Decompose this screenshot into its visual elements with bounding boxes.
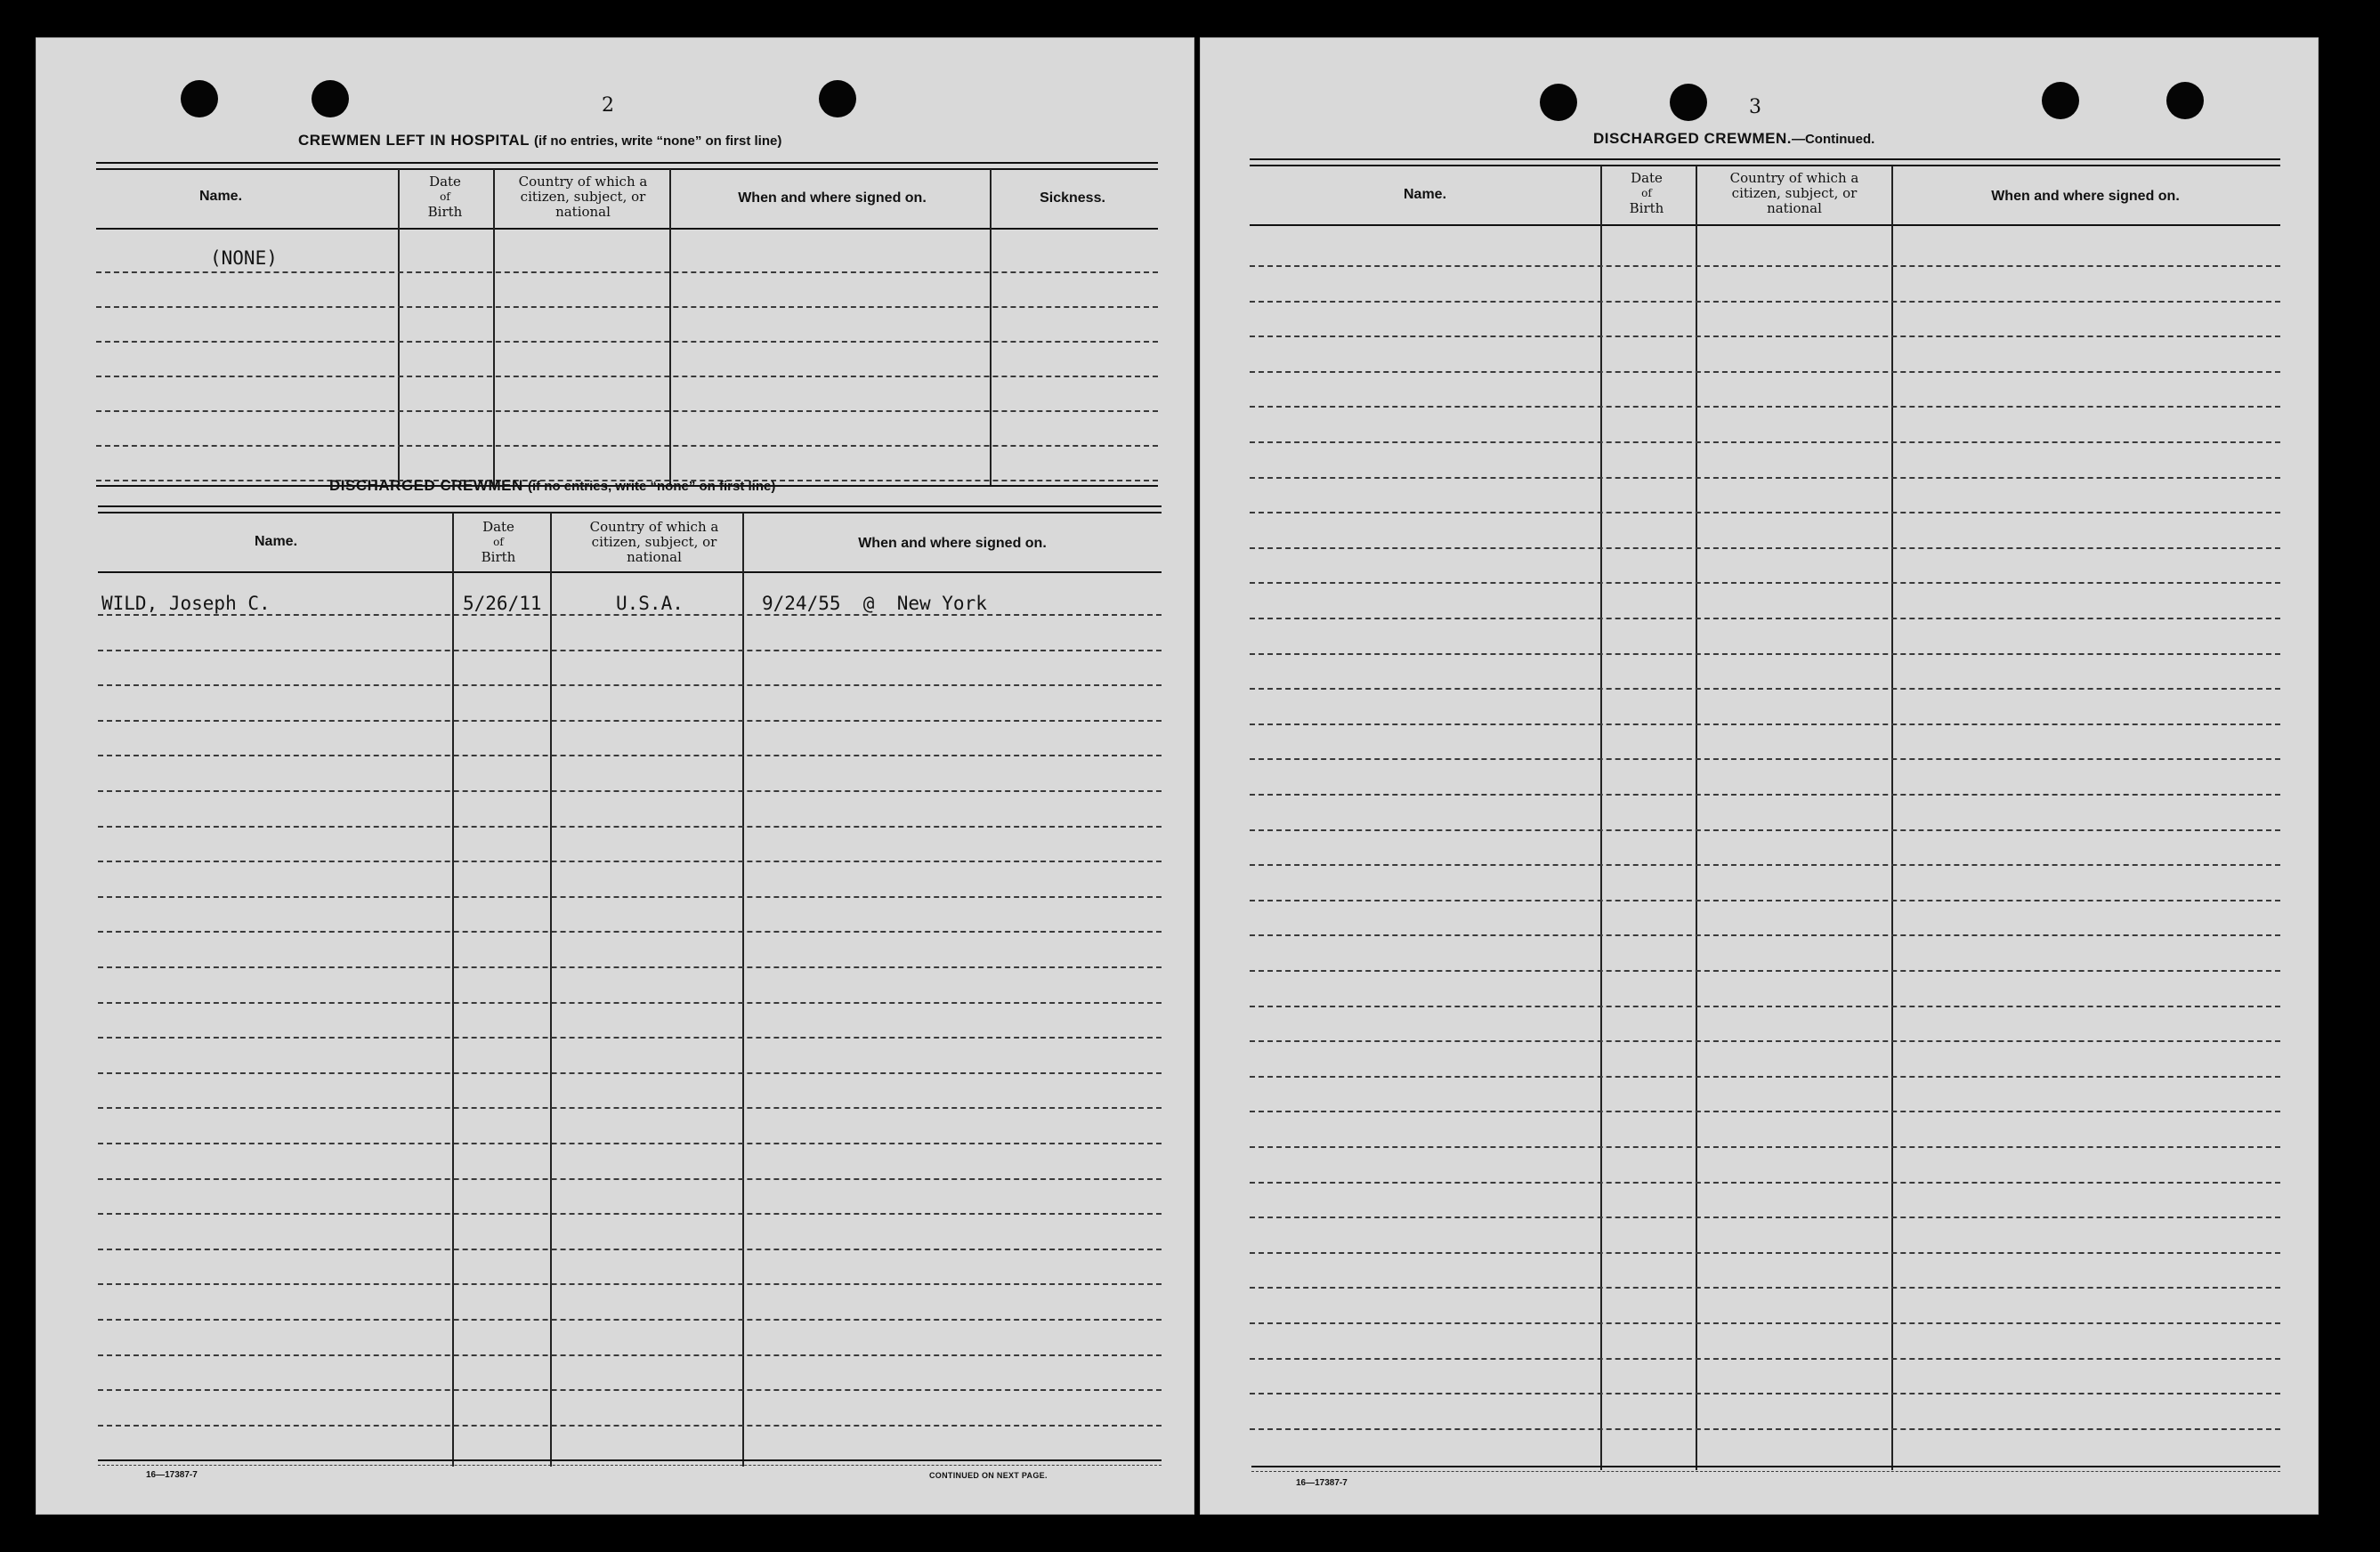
discharged-top-rule: [98, 505, 1162, 513]
ledger-row-line: [1250, 512, 2280, 513]
punch-hole-icon: [181, 80, 218, 117]
ledger-row-line: [1250, 758, 2280, 760]
discharged-entry-name: WILD, Joseph C.: [101, 593, 271, 614]
discharged-col-country: [556, 520, 752, 565]
ledger-row-line: [98, 931, 1162, 933]
ledger-row-line: [98, 1143, 1162, 1144]
right-col-country: [1696, 171, 1892, 216]
dob-line-1: Date: [429, 174, 461, 190]
dob-line-3: Birth: [427, 204, 463, 220]
country-line-3: national: [1767, 200, 1822, 216]
hospital-col-dob: [401, 174, 490, 220]
ledger-row-line: [1250, 406, 2280, 408]
hospital-row-line: [96, 445, 1158, 447]
dob-line-1: Date: [1631, 170, 1663, 186]
dob-line-1: Date: [482, 519, 514, 535]
discharged-col-name: Name.: [254, 534, 298, 549]
country-line-2: citizen, subject, or: [591, 534, 717, 550]
discharged-col-dob: [454, 520, 543, 565]
ledger-row-line: [98, 1354, 1162, 1356]
right-top-rule: [1250, 158, 2280, 166]
punch-hole-icon: [1670, 84, 1707, 121]
ledger-row-line: [1250, 1182, 2280, 1184]
hospital-row-line: [96, 376, 1158, 377]
ledger-row-line: [1250, 1217, 2280, 1218]
discharged-title-note: (if no entries, write “none” on first line): [527, 479, 776, 494]
dob-line-3: Birth: [1629, 200, 1664, 216]
hospital-divider: [493, 169, 495, 486]
ledger-row-line: [1250, 441, 2280, 443]
ledger-row-line: [1250, 723, 2280, 725]
ledger-row-line: [1250, 1040, 2280, 1042]
right-header-rule: [1250, 224, 2280, 226]
ledger-row-line: [1250, 1393, 2280, 1394]
continued-title-suffix: —Continued.: [1791, 132, 1875, 147]
hospital-title-text: CREWMEN LEFT IN HOSPITAL: [298, 132, 530, 149]
discharged-entry-signed: 9/24/55 @ New York: [762, 593, 987, 614]
page-number: 3: [1749, 96, 1761, 118]
ledger-row-line: [1250, 794, 2280, 796]
ledger-row-line: [1250, 477, 2280, 479]
ledger-row-line: [1250, 688, 2280, 690]
discharged-divider: [550, 513, 552, 1467]
punch-hole-icon: [2166, 82, 2204, 119]
hospital-divider: [398, 169, 400, 486]
ledger-row-line: [98, 1319, 1162, 1321]
discharged-continued-title: [1593, 130, 1874, 148]
ledger-row-line: [1250, 970, 2280, 972]
hospital-row-line: [96, 306, 1158, 308]
discharged-bottom-rule: [98, 1459, 1162, 1461]
ledger-row-line: [98, 1037, 1162, 1039]
ledger-row-line: [1250, 1322, 2280, 1324]
discharged-col-signed: When and where signed on.: [858, 536, 1047, 551]
discharged-bottom-dots: [98, 1465, 1162, 1466]
country-line-3: national: [627, 549, 682, 565]
hospital-top-rule: [96, 162, 1158, 170]
ledger-row-line: [98, 1107, 1162, 1109]
ledger-row-line: [1250, 864, 2280, 866]
punch-hole-icon: [819, 80, 856, 117]
punch-hole-icon: [1540, 84, 1577, 121]
hospital-title-note: (if no entries, write “none” on first line): [534, 133, 782, 149]
ledger-row-line: [98, 826, 1162, 828]
ledger-row-line: [98, 966, 1162, 968]
dob-line-2: of: [1641, 187, 1652, 199]
page-number: 2: [602, 94, 614, 117]
right-col-signed: When and where signed on.: [1991, 189, 2180, 204]
ledger-row-line: [98, 1389, 1162, 1391]
dob-line-3: Birth: [481, 549, 516, 565]
right-divider: [1696, 166, 1697, 1470]
right-col-name: Name.: [1403, 187, 1447, 202]
hospital-entry-name: (NONE): [210, 247, 278, 269]
right-divider: [1600, 166, 1602, 1470]
ledger-row-line: [98, 1178, 1162, 1180]
hospital-divider: [669, 169, 671, 486]
right-bottom-rule: [1251, 1466, 2280, 1467]
ledger-row-line: [1250, 653, 2280, 655]
form-number: 16—17387-7: [1296, 1478, 1348, 1488]
ledger-row-line: [1250, 371, 2280, 373]
ledger-row-line: [98, 1249, 1162, 1250]
hospital-row-line: [96, 410, 1158, 412]
form-number: 16—17387-7: [146, 1470, 198, 1480]
ledger-row-line: [1250, 1252, 2280, 1254]
hospital-divider: [990, 169, 992, 486]
continued-title-text: DISCHARGED CREWMEN.: [1593, 130, 1792, 147]
country-line-1: Country of which a: [518, 174, 648, 190]
discharged-divider: [742, 513, 744, 1467]
punch-hole-icon: [2042, 82, 2079, 119]
ledger-row-line: [98, 614, 1162, 616]
ledger-row-line: [1250, 934, 2280, 936]
ledger-row-line: [1250, 301, 2280, 303]
ledger-row-line: [98, 1425, 1162, 1427]
ledger-row-line: [1250, 335, 2280, 337]
country-line-2: citizen, subject, or: [1731, 185, 1858, 201]
hospital-section-title: [298, 132, 781, 150]
ledger-row-line: [98, 684, 1162, 686]
right-col-dob: [1602, 171, 1691, 216]
hospital-header-rule: [96, 228, 1158, 230]
ledger-row-line: [98, 720, 1162, 722]
hospital-col-sickness: Sickness.: [1040, 190, 1105, 206]
hospital-col-country: [494, 174, 672, 220]
ledger-row-line: [98, 755, 1162, 756]
country-line-3: national: [555, 204, 611, 220]
continued-note: CONTINUED ON NEXT PAGE.: [929, 1471, 1048, 1480]
ledger-row-line: [98, 790, 1162, 792]
ledger-row-line: [98, 1213, 1162, 1215]
discharged-section-title: [329, 477, 775, 495]
hospital-row-line: [96, 341, 1158, 343]
right-page: [1200, 37, 2319, 1515]
ledger-row-line: [1250, 1076, 2280, 1078]
hospital-col-signed: When and where signed on.: [738, 190, 927, 206]
hospital-col-name: Name.: [198, 189, 243, 204]
ledger-row-line: [1250, 265, 2280, 267]
discharged-title-text: DISCHARGED CREWMEN: [329, 477, 523, 494]
ledger-row-line: [1250, 1111, 2280, 1112]
ledger-row-line: [98, 1002, 1162, 1004]
discharged-header-rule: [98, 571, 1162, 573]
hospital-row-line: [96, 271, 1158, 273]
ledger-row-line: [1250, 829, 2280, 831]
discharged-divider: [452, 513, 454, 1467]
discharged-entry-country: U.S.A.: [616, 593, 684, 614]
dob-line-2: of: [440, 190, 450, 203]
ledger-row-line: [1250, 1006, 2280, 1007]
ledger-row-line: [98, 1072, 1162, 1074]
punch-hole-icon: [312, 80, 349, 117]
dob-line-2: of: [493, 536, 504, 548]
ledger-row-line: [98, 1283, 1162, 1285]
right-bottom-dots: [1251, 1471, 2280, 1472]
ledger-row-line: [1250, 900, 2280, 901]
discharged-entry-dob: 5/26/11: [463, 593, 542, 614]
country-line-1: Country of which a: [1729, 170, 1859, 186]
ledger-row-line: [98, 896, 1162, 898]
country-line-1: Country of which a: [589, 519, 719, 535]
ledger-row-line: [1250, 547, 2280, 549]
right-divider: [1891, 166, 1893, 1470]
ledger-row-line: [1250, 1287, 2280, 1289]
ledger-row-line: [1250, 618, 2280, 619]
ledger-row-line: [1250, 582, 2280, 584]
ledger-row-line: [1250, 1146, 2280, 1148]
ledger-row-line: [98, 650, 1162, 651]
ledger-row-line: [98, 861, 1162, 862]
ledger-row-line: [1250, 1358, 2280, 1360]
left-page: [36, 37, 1194, 1515]
ledger-row-line: [1250, 1428, 2280, 1430]
country-line-2: citizen, subject, or: [520, 189, 646, 205]
